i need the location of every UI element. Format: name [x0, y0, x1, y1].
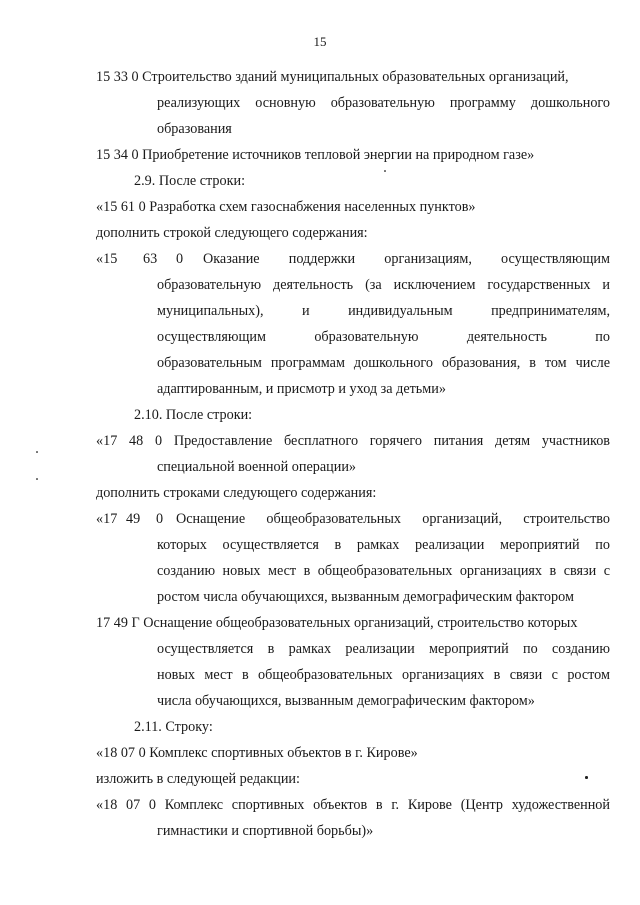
item-2-11: 2.11. Строку: — [134, 719, 213, 735]
entry-1533-line-3: образования — [157, 121, 232, 137]
entry-1563-line-3: муниципальных), и индивидуальным предпринимателям, — [157, 303, 610, 319]
scan-speck — [585, 776, 588, 779]
entry-1561: «15 61 0 Разработка схем газоснабжения населенных пунктов» — [96, 199, 476, 215]
entry-1534: 15 34 0 Приобретение источников тепловой энергии на природном газе» — [96, 147, 535, 163]
entry-1807-new-line-2: гимнастики и спортивной борьбы)» — [157, 823, 374, 839]
entry-1563-line-1: Оказание поддержки организациям, осуществляющим — [203, 251, 610, 267]
entry-1563-code-1: «15 — [96, 251, 118, 267]
entry-1748-line-2: специальной военной операции» — [157, 459, 356, 475]
entry-1749-0-code-3: 0 — [156, 511, 164, 527]
item-2-10: 2.10. После строки: — [134, 407, 253, 423]
entry-1563-code-3: 0 — [176, 251, 184, 267]
entry-1749-0-code-2: 49 — [126, 511, 141, 527]
supplement-1: дополнить строкой следующего содержания: — [96, 225, 368, 241]
entry-1749-g-line-2: осуществляется в рамках реализации мероприятий по созданию — [157, 641, 610, 657]
supplement-2: дополнить строками следующего содержания: — [96, 485, 377, 501]
entry-1748-line-1: «17 48 0 Предоставление бесплатного горячего питания детям участников — [96, 433, 610, 449]
entry-1749-g-line-3: новых мест в общеобразовательных организациях в связи с ростом — [157, 667, 610, 683]
entry-1563-line-4: осуществляющим образовательную деятельность по — [157, 329, 610, 345]
entry-1533-line-2: реализующих основную образовательную программу дошкольного — [157, 95, 610, 111]
scan-speck — [384, 170, 386, 172]
entry-1807-old: «18 07 0 Комплекс спортивных объектов в г. Кирове» — [96, 745, 418, 761]
entry-1749-0-line-1: Оснащение общеобразовательных организаций, строительство — [176, 511, 610, 527]
entry-1533-line-1: 15 33 0 Строительство зданий муниципальных образовательных организаций, — [96, 69, 569, 85]
restate-instruction: изложить в следующей редакции: — [96, 771, 300, 787]
scan-speck — [36, 451, 38, 453]
scan-speck — [36, 478, 38, 480]
entry-1749-g-line-1: 17 49 Г Оснащение общеобразовательных организаций, строительство которых — [96, 615, 578, 631]
entry-1749-0-line-2: которых осуществляется в рамках реализации мероприятий по — [157, 537, 610, 553]
entry-1563-line-6: адаптированным, и присмотр и уход за детьми» — [157, 381, 446, 397]
entry-1807-new-line-1: «18 07 0 Комплекс спортивных объектов в г. Кирове (Центр художественной — [96, 797, 610, 813]
entry-1749-0-line-3: созданию новых мест в общеобразовательных организациях в связи с — [157, 563, 610, 579]
entry-1563-line-2: образовательную деятельность (за исключением государственных и — [157, 277, 610, 293]
item-2-9: 2.9. После строки: — [134, 173, 246, 189]
page-number: 15 — [313, 34, 327, 49]
entry-1749-g-line-4: числа обучающихся, вызванным демографическим фактором» — [157, 693, 535, 709]
entry-1749-0-line-4: ростом числа обучающихся, вызванным демографическим фактором — [157, 589, 574, 605]
entry-1563-line-5: образовательным программам дошкольного образования, в том числе — [157, 355, 610, 371]
entry-1749-0-code-1: «17 — [96, 511, 118, 527]
entry-1563-code-2: 63 — [143, 251, 158, 267]
